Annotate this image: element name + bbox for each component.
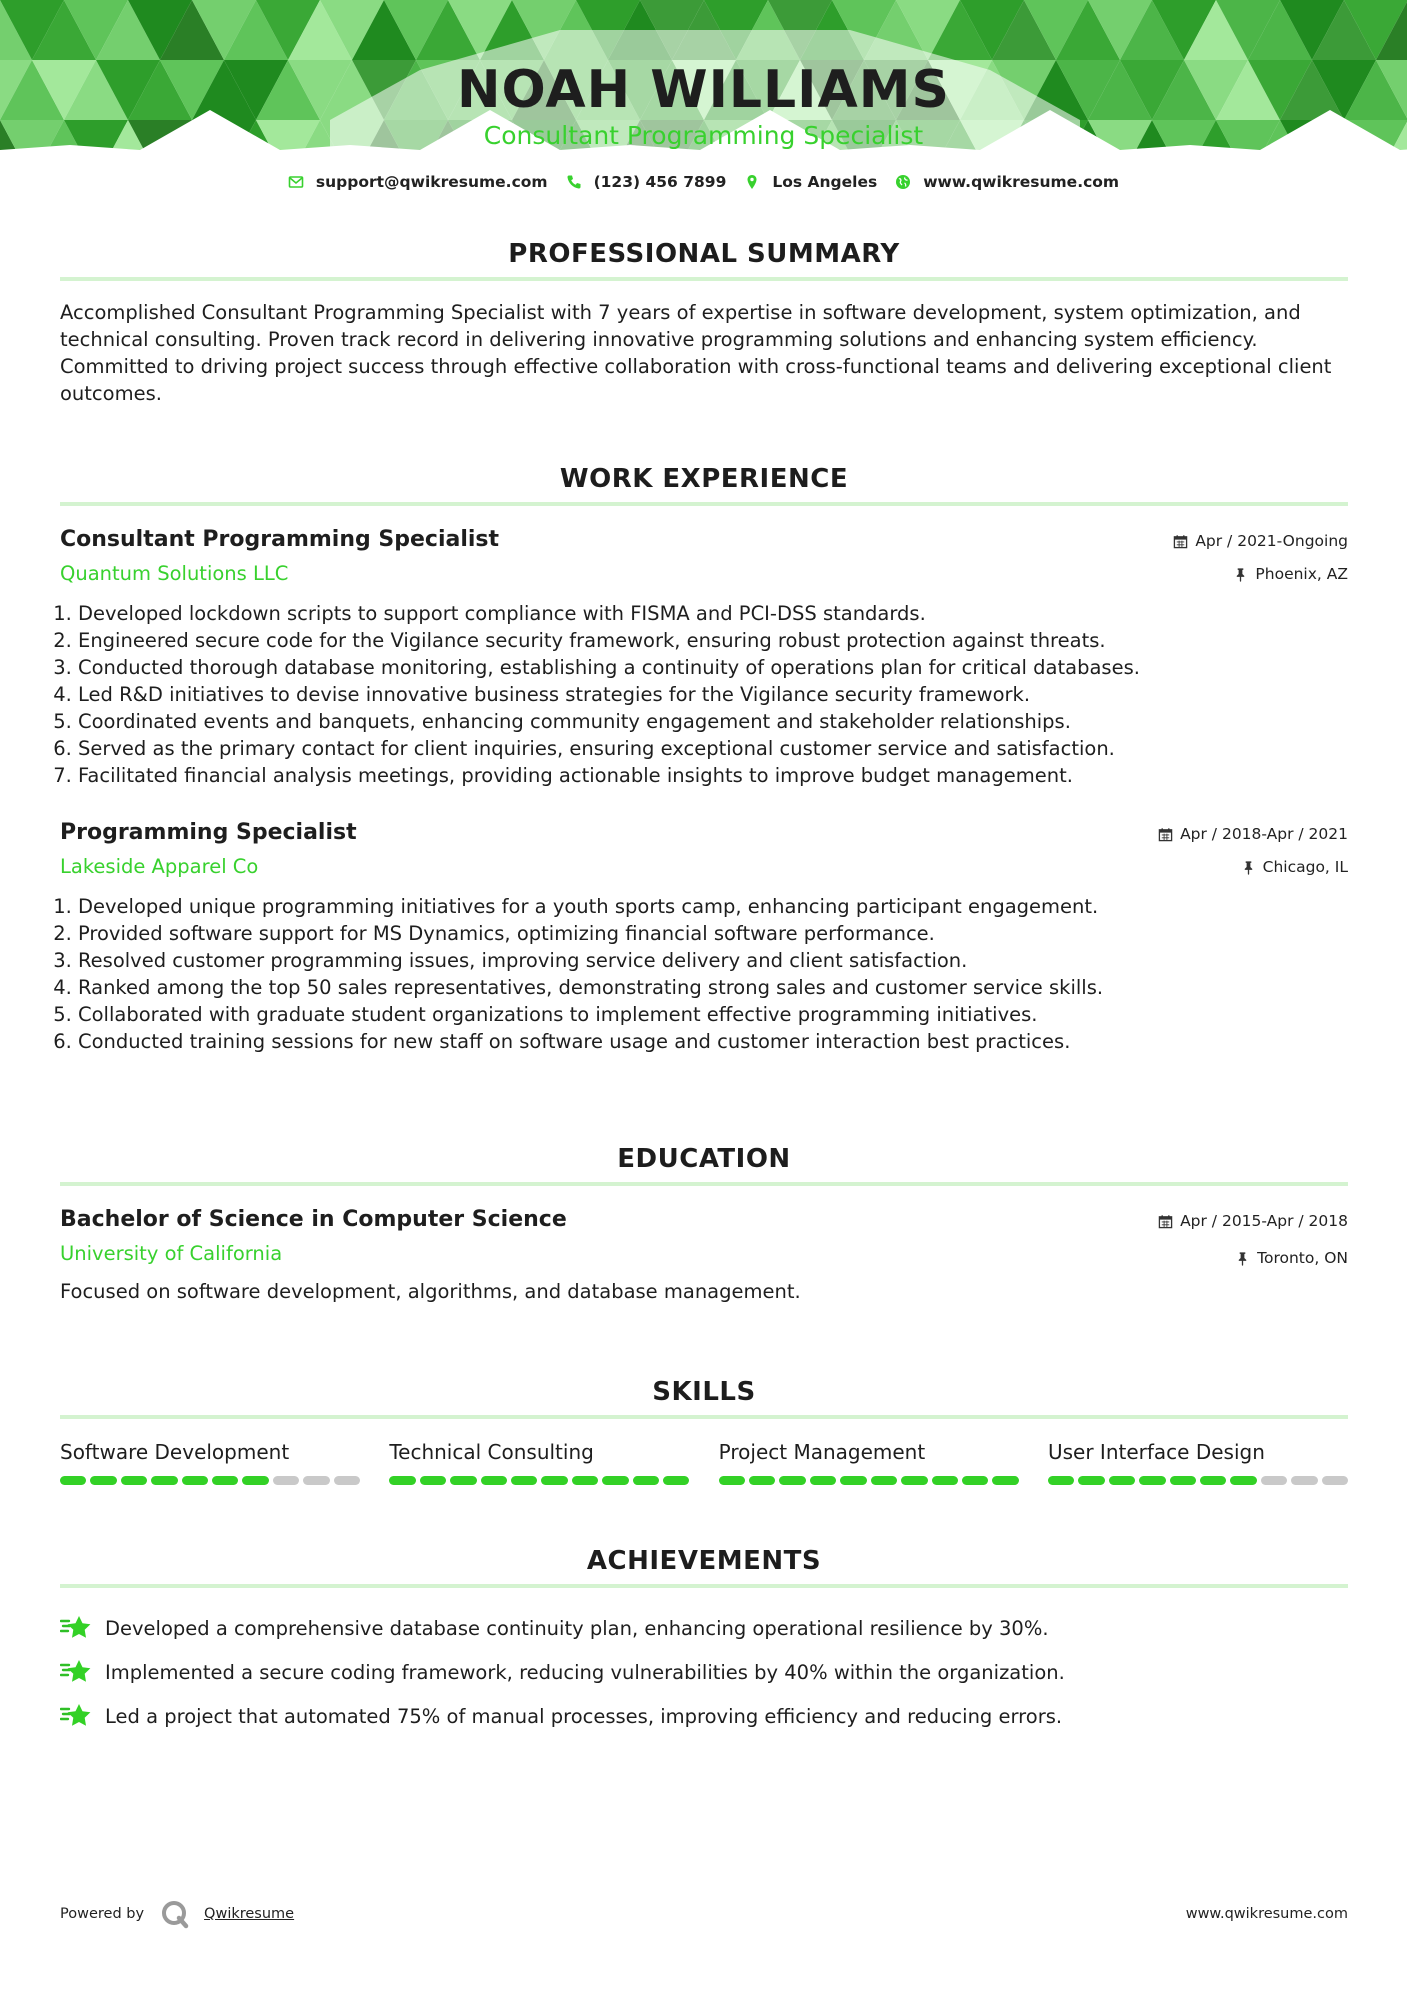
job-location-text: Phoenix, AZ: [1255, 565, 1348, 583]
job-meta: [1158, 823, 1348, 878]
skill-segment: [212, 1476, 238, 1485]
skill-segment: [1200, 1476, 1226, 1485]
education-entry: [60, 1204, 1348, 1305]
job-bullets: [60, 893, 1348, 1055]
contact-phone[interactable]: [566, 173, 727, 191]
achievement-text: Developed a comprehensive database continuity plan, enhancing operational resilience by 30%.: [105, 1616, 1049, 1640]
skill-segment: [719, 1476, 745, 1485]
skill-segment: [151, 1476, 177, 1485]
skill-item: [1048, 1437, 1348, 1485]
skill-segment: [481, 1476, 507, 1485]
skill-segment: [1261, 1476, 1287, 1485]
job-company: Lakeside Apparel Co: [60, 855, 259, 878]
section-divider: [60, 502, 1348, 506]
skills-title: SKILLS: [652, 1377, 756, 1407]
pushpin-icon: [1241, 860, 1256, 875]
skill-segment: [1322, 1476, 1348, 1485]
section-divider: [60, 1584, 1348, 1588]
job-title: Consultant Programming Specialist: [60, 527, 500, 552]
skill-segment: [1139, 1476, 1165, 1485]
skill-segment: [749, 1476, 775, 1485]
achievements-section: [60, 1542, 1348, 1738]
school-name: University of California: [60, 1242, 283, 1265]
experience-section: [60, 460, 1348, 1055]
job-bullet: 7. Facilitated financial analysis meetings, providing actionable insights to improve budget management.: [78, 762, 1348, 789]
skill-segment: [602, 1476, 628, 1485]
achievement-item: [60, 1694, 1348, 1738]
contact-location-text: Los Angeles: [772, 173, 878, 191]
skill-segment: [663, 1476, 689, 1485]
skill-segment: [303, 1476, 329, 1485]
education-dates-text: Apr / 2015-Apr / 2018: [1180, 1212, 1348, 1230]
skill-segment: [1109, 1476, 1135, 1485]
skill-segment: [450, 1476, 476, 1485]
skill-segment: [420, 1476, 446, 1485]
achievement-item: [60, 1650, 1348, 1694]
skill-item: [60, 1437, 360, 1485]
job-dates-text: Apr / 2018-Apr / 2021: [1180, 825, 1348, 843]
education-meta: [1158, 1210, 1348, 1269]
skill-segment: [511, 1476, 537, 1485]
section-divider: [60, 1415, 1348, 1419]
skill-segment: [389, 1476, 415, 1485]
job-dates-text: Apr / 2021-Ongoing: [1195, 532, 1348, 550]
globe-icon: [895, 174, 911, 190]
job-bullet: 1. Developed lockdown scripts to support compliance with FISMA and PCI-DSS standards.: [78, 600, 1348, 627]
job-bullet: 4. Led R&D initiatives to devise innovative business strategies for the Vigilance security framework.: [78, 681, 1348, 708]
contact-website-text: www.qwikresume.com: [923, 173, 1120, 191]
skill-segment: [992, 1476, 1018, 1485]
skill-level-bar: [389, 1476, 689, 1485]
education-dates: [1158, 1210, 1348, 1232]
skills-list: [60, 1437, 1348, 1485]
section-divider: [60, 1182, 1348, 1186]
skill-segment: [1170, 1476, 1196, 1485]
job-bullet: 2. Provided software support for MS Dynamics, optimizing financial software performance.: [78, 920, 1348, 947]
job-bullet: 3. Resolved customer programming issues, improving service delivery and client satisfaction.: [78, 947, 1348, 974]
job-entry: [60, 524, 1348, 789]
skill-item: [719, 1437, 1019, 1485]
job-bullet: 5. Coordinated events and banquets, enhancing community engagement and stakeholder relationships.: [78, 708, 1348, 735]
skill-segment: [810, 1476, 836, 1485]
skill-segment: [840, 1476, 866, 1485]
section-divider: [60, 277, 1348, 281]
job-meta: [1173, 530, 1348, 585]
skill-segment: [962, 1476, 988, 1485]
skill-segment: [60, 1476, 86, 1485]
contact-email-text: support@qwikresume.com: [315, 173, 548, 191]
star-icon: [60, 1701, 92, 1731]
star-icon: [60, 1657, 92, 1687]
achievement-item: [60, 1606, 1348, 1650]
skill-segment: [1048, 1476, 1074, 1485]
skill-segment: [633, 1476, 659, 1485]
achievements-title: ACHIEVEMENTS: [586, 1546, 822, 1576]
education-location: [1158, 1247, 1348, 1269]
candidate-role: Consultant Programming Specialist: [483, 121, 924, 150]
powered-by: [60, 1896, 294, 1932]
qwikresume-link[interactable]: Qwikresume: [204, 1906, 295, 1922]
pushpin-icon: [1233, 567, 1248, 582]
skill-segment: [572, 1476, 598, 1485]
job-location: [1173, 563, 1348, 585]
skills-section: [60, 1373, 1348, 1485]
contact-location: [744, 173, 877, 191]
contact-bar: [0, 173, 1407, 191]
skill-segment: [901, 1476, 927, 1485]
job-location-text: Chicago, IL: [1262, 858, 1348, 876]
skill-segment: [871, 1476, 897, 1485]
job-company: Quantum Solutions LLC: [60, 562, 289, 585]
contact-phone-text: (123) 456 7899: [593, 173, 727, 191]
education-description: Focused on software development, algorithms, and database management.: [60, 1280, 801, 1303]
skill-item: [389, 1437, 689, 1485]
skill-segment: [121, 1476, 147, 1485]
skill-label: Software Development: [60, 1440, 290, 1464]
job-dates: [1158, 823, 1348, 845]
education-location-text: Toronto, ON: [1257, 1249, 1348, 1267]
skill-segment: [90, 1476, 116, 1485]
map-pin-icon: [744, 174, 760, 190]
job-bullet: 3. Conducted thorough database monitoring, establishing a continuity of operations plan for critical databases.: [78, 654, 1348, 681]
contact-email[interactable]: [288, 173, 548, 191]
star-icon: [60, 1613, 92, 1643]
achievements-list: [60, 1606, 1348, 1738]
skill-label: Project Management: [718, 1440, 926, 1464]
calendar-icon: [1158, 827, 1173, 842]
job-bullets: [60, 600, 1348, 789]
skill-segment: [1291, 1476, 1317, 1485]
skill-segment: [182, 1476, 208, 1485]
skill-level-bar: [1048, 1476, 1348, 1485]
experience-title: WORK EXPERIENCE: [559, 464, 849, 494]
skill-segment: [273, 1476, 299, 1485]
skill-label: User Interface Design: [1047, 1440, 1265, 1464]
envelope-icon: [288, 174, 304, 190]
skill-level-bar: [60, 1476, 360, 1485]
calendar-icon: [1158, 1214, 1173, 1229]
education-title: EDUCATION: [617, 1144, 791, 1174]
skill-segment: [932, 1476, 958, 1485]
skill-label: Technical Consulting: [389, 1440, 594, 1464]
powered-by-label: Powered by: [60, 1906, 145, 1922]
achievement-text: Implemented a secure coding framework, reducing vulnerabilities by 40% within the organization.: [105, 1660, 1065, 1684]
job-bullet: 2. Engineered secure code for the Vigilance security framework, ensuring robust protection against threats.: [78, 627, 1348, 654]
job-bullet: 6. Conducted training sessions for new staff on software usage and customer interaction best practices.: [78, 1028, 1348, 1055]
skill-segment: [1230, 1476, 1256, 1485]
job-location: [1158, 856, 1348, 878]
candidate-name: NOAH WILLIAMS: [457, 60, 950, 120]
phone-icon: [566, 174, 582, 190]
degree-title: Bachelor of Science in Computer Science: [60, 1207, 567, 1232]
achievement-text: Led a project that automated 75% of manual processes, improving efficiency and reducing errors.: [105, 1704, 1063, 1728]
job-bullet: 4. Ranked among the top 50 sales representatives, demonstrating strong sales and customer service skills.: [78, 974, 1348, 1001]
footer-url[interactable]: www.qwikresume.com: [1185, 1906, 1348, 1922]
summary-title: PROFESSIONAL SUMMARY: [508, 239, 900, 269]
education-section: [60, 1140, 1348, 1305]
footer: [60, 1896, 1348, 1932]
calendar-icon: [1173, 534, 1188, 549]
summary-section: [60, 235, 1348, 407]
skill-segment: [1078, 1476, 1104, 1485]
summary-text: Accomplished Consultant Programming Specialist with 7 years of expertise in software development, system optimization, and technical consulting. Proven track record in delivering innovative programming solutions and enhancing system efficiency. Committed to driving project success through effective collaboration with cross-functional teams and delivering exceptional client outcomes.: [60, 301, 1332, 405]
qwikresume-logo-icon: [160, 1899, 190, 1929]
pushpin-icon: [1235, 1251, 1250, 1266]
job-bullet: 1. Developed unique programming initiatives for a youth sports camp, enhancing participant engagement.: [78, 893, 1348, 920]
job-title: Programming Specialist: [60, 820, 357, 845]
contact-website[interactable]: [895, 173, 1119, 191]
skill-level-bar: [719, 1476, 1019, 1485]
skill-segment: [541, 1476, 567, 1485]
skill-segment: [242, 1476, 268, 1485]
skill-segment: [779, 1476, 805, 1485]
job-entry: [60, 817, 1348, 1055]
skill-segment: [334, 1476, 360, 1485]
job-bullet: 6. Served as the primary contact for client inquiries, ensuring exceptional customer service and satisfaction.: [78, 735, 1348, 762]
job-bullet: 5. Collaborated with graduate student organizations to implement effective programming initiatives.: [78, 1001, 1348, 1028]
job-dates: [1173, 530, 1348, 552]
